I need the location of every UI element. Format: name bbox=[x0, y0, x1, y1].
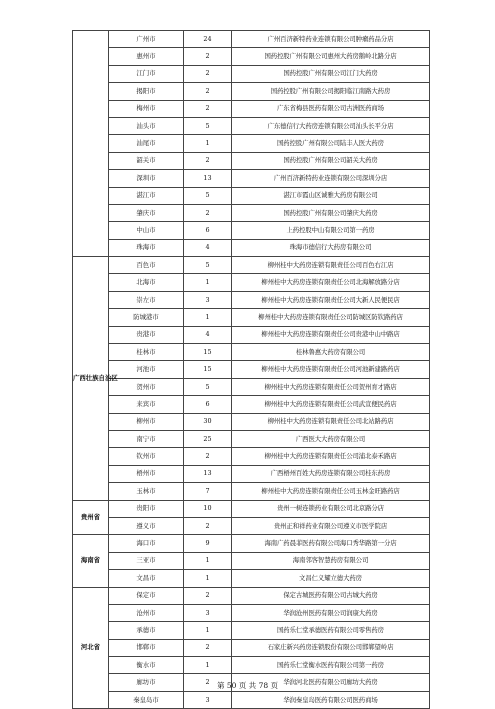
city-cell: 保定市 bbox=[109, 587, 184, 604]
store-name-cell: 广州百济新特药业连锁有限公司深圳分店 bbox=[232, 170, 430, 187]
table-row bbox=[73, 291, 430, 308]
store-name-cell: 柳州桂中大药房连锁有限责任公司贵港中山中路店 bbox=[232, 326, 430, 343]
table-row bbox=[73, 257, 430, 274]
count-cell: 1 bbox=[184, 622, 232, 639]
table-row bbox=[73, 517, 430, 534]
count-cell: 13 bbox=[184, 465, 232, 482]
province-cell: 河北省 bbox=[73, 587, 109, 709]
city-cell: 衡水市 bbox=[109, 657, 184, 674]
city-cell: 湛江市 bbox=[109, 187, 184, 204]
store-name-cell: 上药控股中山有限公司第一药房 bbox=[232, 222, 430, 239]
table-row bbox=[73, 430, 430, 447]
city-cell: 揭阳市 bbox=[109, 83, 184, 100]
table-row bbox=[73, 31, 430, 48]
store-name-cell: 广东省梅县医药有限公司古洲医药商场 bbox=[232, 100, 430, 117]
city-cell: 惠州市 bbox=[109, 48, 184, 65]
count-cell: 2 bbox=[184, 517, 232, 534]
table-row bbox=[73, 483, 430, 500]
city-cell: 广州市 bbox=[109, 31, 184, 48]
count-cell: 2 bbox=[184, 83, 232, 100]
city-cell: 江门市 bbox=[109, 65, 184, 82]
count-cell: 2 bbox=[184, 100, 232, 117]
store-name-cell: 华润沧州医药有限公司润康大药房 bbox=[232, 604, 430, 621]
store-name-cell: 国药乐仁堂承德医药有限公司零售药房 bbox=[232, 622, 430, 639]
store-name-cell: 柳州桂中大药房连锁有限责任公司大新人民便民店 bbox=[232, 291, 430, 308]
province-cell bbox=[73, 31, 109, 257]
table-row bbox=[73, 448, 430, 465]
table-row bbox=[73, 239, 430, 256]
city-cell: 珠海市 bbox=[109, 239, 184, 256]
store-name-cell: 桂林鲁惠大药房有限公司 bbox=[232, 344, 430, 361]
city-cell: 秦皇岛市 bbox=[109, 691, 184, 708]
count-cell: 30 bbox=[184, 413, 232, 430]
table-row bbox=[73, 604, 430, 621]
table-row bbox=[73, 170, 430, 187]
table-row bbox=[73, 309, 430, 326]
city-cell: 廊坊市 bbox=[109, 674, 184, 691]
count-cell: 4 bbox=[184, 239, 232, 256]
table-row bbox=[73, 187, 430, 204]
store-name-cell: 国药控股广州有限公司肇庆大药房 bbox=[232, 204, 430, 221]
count-cell: 25 bbox=[184, 430, 232, 447]
city-cell: 沧州市 bbox=[109, 604, 184, 621]
city-cell: 文昌市 bbox=[109, 570, 184, 587]
store-name-cell: 柳州桂中大药房连锁有限责任公司浦北泰禾路店 bbox=[232, 448, 430, 465]
store-name-cell: 广西梧州百姓大药房连锁有限公司桂东药房 bbox=[232, 465, 430, 482]
pharmacy-list-table bbox=[72, 30, 430, 709]
city-cell: 贵港市 bbox=[109, 326, 184, 343]
store-name-cell: 广州百济新特药业连锁有限公司肿瘤药品分店 bbox=[232, 31, 430, 48]
table-row bbox=[73, 691, 430, 708]
city-cell: 北海市 bbox=[109, 274, 184, 291]
store-name-cell: 华润秦皇岛医药有限公司医药商场 bbox=[232, 691, 430, 708]
count-cell: 5 bbox=[184, 378, 232, 395]
store-name-cell: 柳州桂中大药房连锁有限责任公司武宣便民药店 bbox=[232, 396, 430, 413]
city-cell: 中山市 bbox=[109, 222, 184, 239]
table-row bbox=[73, 274, 430, 291]
city-cell: 柳州市 bbox=[109, 413, 184, 430]
table-row bbox=[73, 326, 430, 343]
city-cell: 贵阳市 bbox=[109, 500, 184, 517]
count-cell: 2 bbox=[184, 448, 232, 465]
count-cell: 3 bbox=[184, 291, 232, 308]
city-cell: 桂林市 bbox=[109, 344, 184, 361]
count-cell: 13 bbox=[184, 170, 232, 187]
table-row bbox=[73, 222, 430, 239]
count-cell: 2 bbox=[184, 587, 232, 604]
store-name-cell: 珠海市德信行大药房有限公司 bbox=[232, 239, 430, 256]
store-name-cell: 华润河北医药有限公司廊坊大药房 bbox=[232, 674, 430, 691]
city-cell: 韶关市 bbox=[109, 152, 184, 169]
store-name-cell: 海南广药晨菲医药有限公司海口秀华路第一分店 bbox=[232, 535, 430, 552]
table-row bbox=[73, 622, 430, 639]
city-cell: 百色市 bbox=[109, 257, 184, 274]
page-footer: 第 50 页 共 78 页 bbox=[216, 681, 278, 690]
count-cell: 7 bbox=[184, 483, 232, 500]
table-body bbox=[73, 31, 430, 709]
count-cell: 5 bbox=[184, 117, 232, 134]
count-cell: 2 bbox=[184, 152, 232, 169]
table-row bbox=[73, 500, 430, 517]
store-name-cell: 柳州桂中大药房连锁有限责任公司防城区防钦路药店 bbox=[232, 309, 430, 326]
city-cell: 玉林市 bbox=[109, 483, 184, 500]
store-name-cell: 石家庄新兴药房连锁股份有限公司邯郸望岭店 bbox=[232, 639, 430, 656]
table-row bbox=[73, 570, 430, 587]
count-cell: 2 bbox=[184, 674, 232, 691]
store-name-cell: 国药控股广州有限公司韶关大药房 bbox=[232, 152, 430, 169]
table-row bbox=[73, 344, 430, 361]
table-row bbox=[73, 152, 430, 169]
count-cell: 15 bbox=[184, 344, 232, 361]
store-name-cell: 湛江市霞山区诚雅大药房有限公司 bbox=[232, 187, 430, 204]
city-cell: 深圳市 bbox=[109, 170, 184, 187]
count-cell: 3 bbox=[184, 604, 232, 621]
count-cell: 2 bbox=[184, 48, 232, 65]
city-cell: 梅州市 bbox=[109, 100, 184, 117]
store-name-cell: 国药控股广州有限公司揭阳临江南路大药房 bbox=[232, 83, 430, 100]
table-row bbox=[73, 552, 430, 569]
city-cell: 承德市 bbox=[109, 622, 184, 639]
city-cell: 防城港市 bbox=[109, 309, 184, 326]
count-cell: 6 bbox=[184, 396, 232, 413]
store-name-cell: 国药控股广州有限公司惠州大药房鹅岭北路分店 bbox=[232, 48, 430, 65]
count-cell: 6 bbox=[184, 222, 232, 239]
store-name-cell: 广东德信行大药房连锁有限公司汕头长平分店 bbox=[232, 117, 430, 134]
city-cell: 邯郸市 bbox=[109, 639, 184, 656]
city-cell: 崇左市 bbox=[109, 291, 184, 308]
table-row bbox=[73, 535, 430, 552]
city-cell: 河池市 bbox=[109, 361, 184, 378]
store-name-cell: 贵州一树连锁药业有限公司北京路分店 bbox=[232, 500, 430, 517]
table-row bbox=[73, 587, 430, 604]
store-name-cell: 柳州桂中大药房连锁有限责任公司河池新建路药店 bbox=[232, 361, 430, 378]
store-name-cell: 国药乐仁堂衡水医药有限公司第一药房 bbox=[232, 657, 430, 674]
count-cell: 5 bbox=[184, 257, 232, 274]
table-row bbox=[73, 100, 430, 117]
province-cell: 海南省 bbox=[73, 535, 109, 587]
count-cell: 4 bbox=[184, 326, 232, 343]
city-cell: 三亚市 bbox=[109, 552, 184, 569]
store-name-cell: 广西医大大药房有限公司 bbox=[232, 430, 430, 447]
table-row bbox=[73, 361, 430, 378]
count-cell: 1 bbox=[184, 309, 232, 326]
count-cell: 24 bbox=[184, 31, 232, 48]
count-cell: 9 bbox=[184, 535, 232, 552]
city-cell: 钦州市 bbox=[109, 448, 184, 465]
table-row bbox=[73, 117, 430, 134]
city-cell: 南宁市 bbox=[109, 430, 184, 447]
count-cell: 15 bbox=[184, 361, 232, 378]
table-row bbox=[73, 657, 430, 674]
count-cell: 2 bbox=[184, 639, 232, 656]
table-row bbox=[73, 413, 430, 430]
table-row bbox=[73, 83, 430, 100]
store-name-cell: 柳州桂中大药房连锁有限责任公司北站路药店 bbox=[232, 413, 430, 430]
store-name-cell: 保定古城医药有限公司古城大药房 bbox=[232, 587, 430, 604]
city-cell: 贺州市 bbox=[109, 378, 184, 395]
table-row bbox=[73, 378, 430, 395]
table-row bbox=[73, 48, 430, 65]
store-name-cell: 贵州正和祥药业有限公司遵义市医学院店 bbox=[232, 517, 430, 534]
count-cell: 1 bbox=[184, 657, 232, 674]
table-row bbox=[73, 465, 430, 482]
count-cell: 3 bbox=[184, 691, 232, 708]
count-cell: 2 bbox=[184, 204, 232, 221]
store-name-cell: 柳州桂中大药房连锁有限责任公司百色右江店 bbox=[232, 257, 430, 274]
city-cell: 汕头市 bbox=[109, 117, 184, 134]
table-row bbox=[73, 639, 430, 656]
store-name-cell: 海南邻客智慧药房有限公司 bbox=[232, 552, 430, 569]
store-name-cell: 国药控股广州有限公司陆丰人医大药房 bbox=[232, 135, 430, 152]
city-cell: 海口市 bbox=[109, 535, 184, 552]
city-cell: 遵义市 bbox=[109, 517, 184, 534]
city-cell: 梧州市 bbox=[109, 465, 184, 482]
count-cell: 1 bbox=[184, 135, 232, 152]
province-cell: 贵州省 bbox=[73, 500, 109, 535]
count-cell: 10 bbox=[184, 500, 232, 517]
table-row bbox=[73, 204, 430, 221]
store-name-cell: 国药控股广州有限公司江门大药房 bbox=[232, 65, 430, 82]
store-name-cell: 柳州桂中大药房连锁有限责任公司北海解放路分店 bbox=[232, 274, 430, 291]
city-cell: 汕尾市 bbox=[109, 135, 184, 152]
count-cell: 5 bbox=[184, 187, 232, 204]
store-name-cell: 文昌仁义耀立德大药房 bbox=[232, 570, 430, 587]
table-row bbox=[73, 65, 430, 82]
store-name-cell: 柳州桂中大药房连锁有限责任公司贺州育才路店 bbox=[232, 378, 430, 395]
province-cell: 广西壮族自治区 bbox=[73, 257, 109, 500]
store-name-cell: 柳州桂中大药房连锁有限责任公司玉林金旺路药店 bbox=[232, 483, 430, 500]
city-cell: 肇庆市 bbox=[109, 204, 184, 221]
count-cell: 1 bbox=[184, 570, 232, 587]
table-row bbox=[73, 135, 430, 152]
count-cell: 2 bbox=[184, 65, 232, 82]
count-cell: 1 bbox=[184, 274, 232, 291]
count-cell: 1 bbox=[184, 552, 232, 569]
city-cell: 来宾市 bbox=[109, 396, 184, 413]
table-row bbox=[73, 396, 430, 413]
